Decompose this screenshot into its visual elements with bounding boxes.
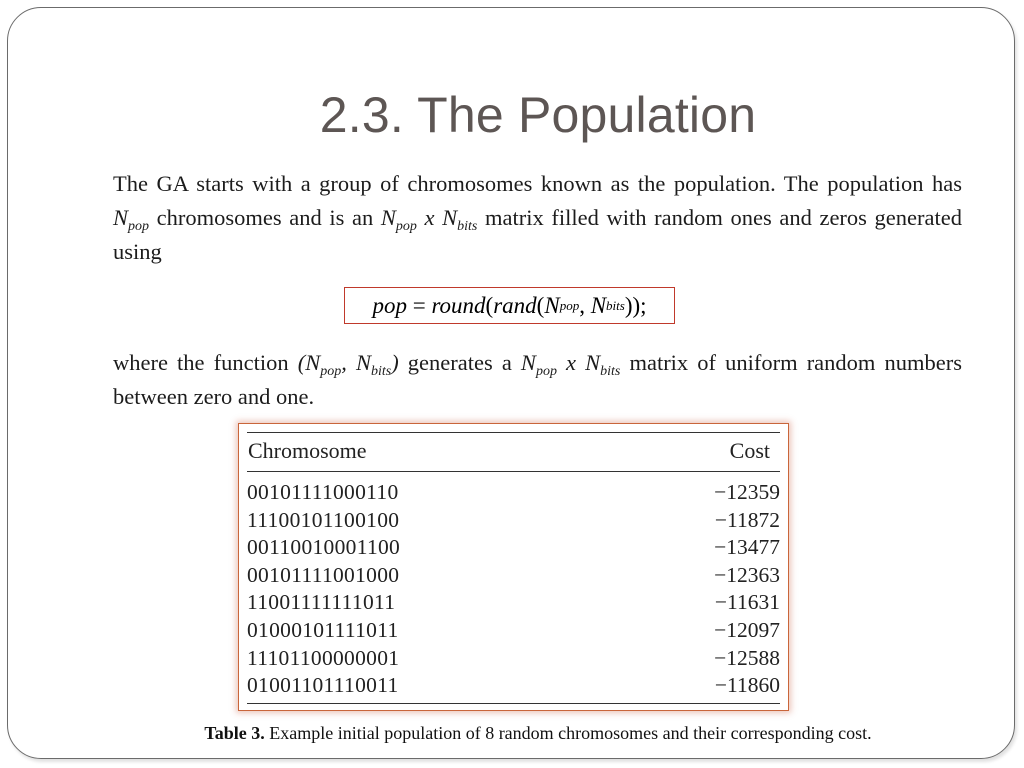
- caption-label: Table 3.: [204, 723, 265, 743]
- population-table: [247, 424, 780, 710]
- subscript: pop: [395, 219, 417, 234]
- chromosome-cell: 01000101111011: [247, 617, 399, 642]
- chromosome-cell: 00101111000110: [247, 480, 399, 504]
- cost-cell: −12363: [714, 562, 780, 587]
- intro-paragraph: [113, 167, 962, 269]
- table-row: [247, 590, 780, 618]
- formula-paren: (: [536, 292, 545, 318]
- formula-lhs: pop: [372, 292, 407, 318]
- text-run: matrix of uniform random numbers between zero and one.: [113, 350, 962, 409]
- table-row: [247, 673, 780, 701]
- header-chromosome: Chromosome: [248, 438, 367, 463]
- text-run: where the function: [113, 350, 298, 375]
- chromosome-cell: 11101100000001: [247, 645, 400, 670]
- cost-cell: −11872: [714, 507, 780, 532]
- cost-cell: −11860: [714, 673, 780, 698]
- var-n: N: [585, 350, 601, 375]
- table-row: [247, 563, 780, 591]
- table-header: [247, 438, 780, 466]
- var-n: N: [305, 350, 321, 375]
- table-caption: [0, 723, 1024, 744]
- table-row: [247, 535, 780, 563]
- text-run: matrix filled with random ones and zeros generated using: [113, 205, 962, 264]
- slide-title: 2.3. The Population: [319, 87, 757, 143]
- formula-fn-round: round: [431, 292, 486, 318]
- text-run: chromosomes and is an: [149, 205, 381, 230]
- var-n: N: [355, 350, 371, 375]
- cost-cell: −12588: [714, 645, 780, 670]
- var-n: N: [380, 205, 396, 230]
- formula-var-n: N: [544, 292, 560, 318]
- paren: (: [297, 350, 306, 375]
- table-row: [247, 480, 780, 508]
- times-x: x: [416, 205, 443, 230]
- table-header-rule: [247, 471, 780, 472]
- paren: ): [391, 350, 399, 375]
- chromosome-cell: 11100101100100: [247, 507, 400, 532]
- formula-fn-rand: rand: [493, 292, 537, 318]
- formula-box: pop = round ( rand ( N pop , N bits ));: [344, 287, 675, 324]
- var-n: N: [442, 205, 458, 230]
- table-row: [247, 646, 780, 674]
- cost-cell: −11631: [714, 590, 780, 615]
- cost-cell: −13477: [714, 535, 780, 560]
- table-row: [247, 508, 780, 536]
- subscript: pop: [128, 219, 150, 234]
- table-row: [247, 618, 780, 646]
- formula-comma: ,: [579, 292, 591, 318]
- table-top-rule: [247, 432, 780, 433]
- chromosome-cell: 01001101110011: [247, 673, 399, 698]
- var-n: N: [113, 205, 129, 230]
- chromosome-cell: 00101111001000: [247, 562, 400, 587]
- population-table-image: [238, 423, 789, 711]
- subscript: bits: [457, 219, 478, 234]
- chromosome-cell: 11001111111011: [247, 590, 396, 615]
- comma: ,: [341, 350, 356, 375]
- text-run: The GA starts with a group of chromosomes known as the population. The population has: [113, 171, 962, 196]
- var-n: N: [520, 350, 536, 375]
- cost-cell: −12097: [714, 617, 780, 642]
- subscript: bits: [600, 364, 621, 379]
- caption-text: Example initial population of 8 random chromosomes and their corresponding cost.: [264, 723, 872, 743]
- subscript: pop: [535, 364, 557, 379]
- formula-close: ));: [624, 292, 647, 318]
- header-cost: Cost: [729, 438, 770, 463]
- subscript: bits: [370, 364, 392, 379]
- formula-paren: (: [485, 292, 494, 318]
- explanation-paragraph: [113, 346, 962, 414]
- table-body: [247, 480, 780, 701]
- times-x: x: [556, 350, 586, 375]
- chromosome-cell: 00110010001100: [247, 535, 401, 560]
- cost-cell: −12359: [714, 480, 780, 504]
- text-run: generates a: [398, 350, 521, 375]
- formula-var-n: N: [590, 292, 607, 318]
- formula-eq: =: [406, 292, 432, 318]
- table-bottom-rule: [247, 703, 780, 704]
- subscript: pop: [320, 364, 342, 379]
